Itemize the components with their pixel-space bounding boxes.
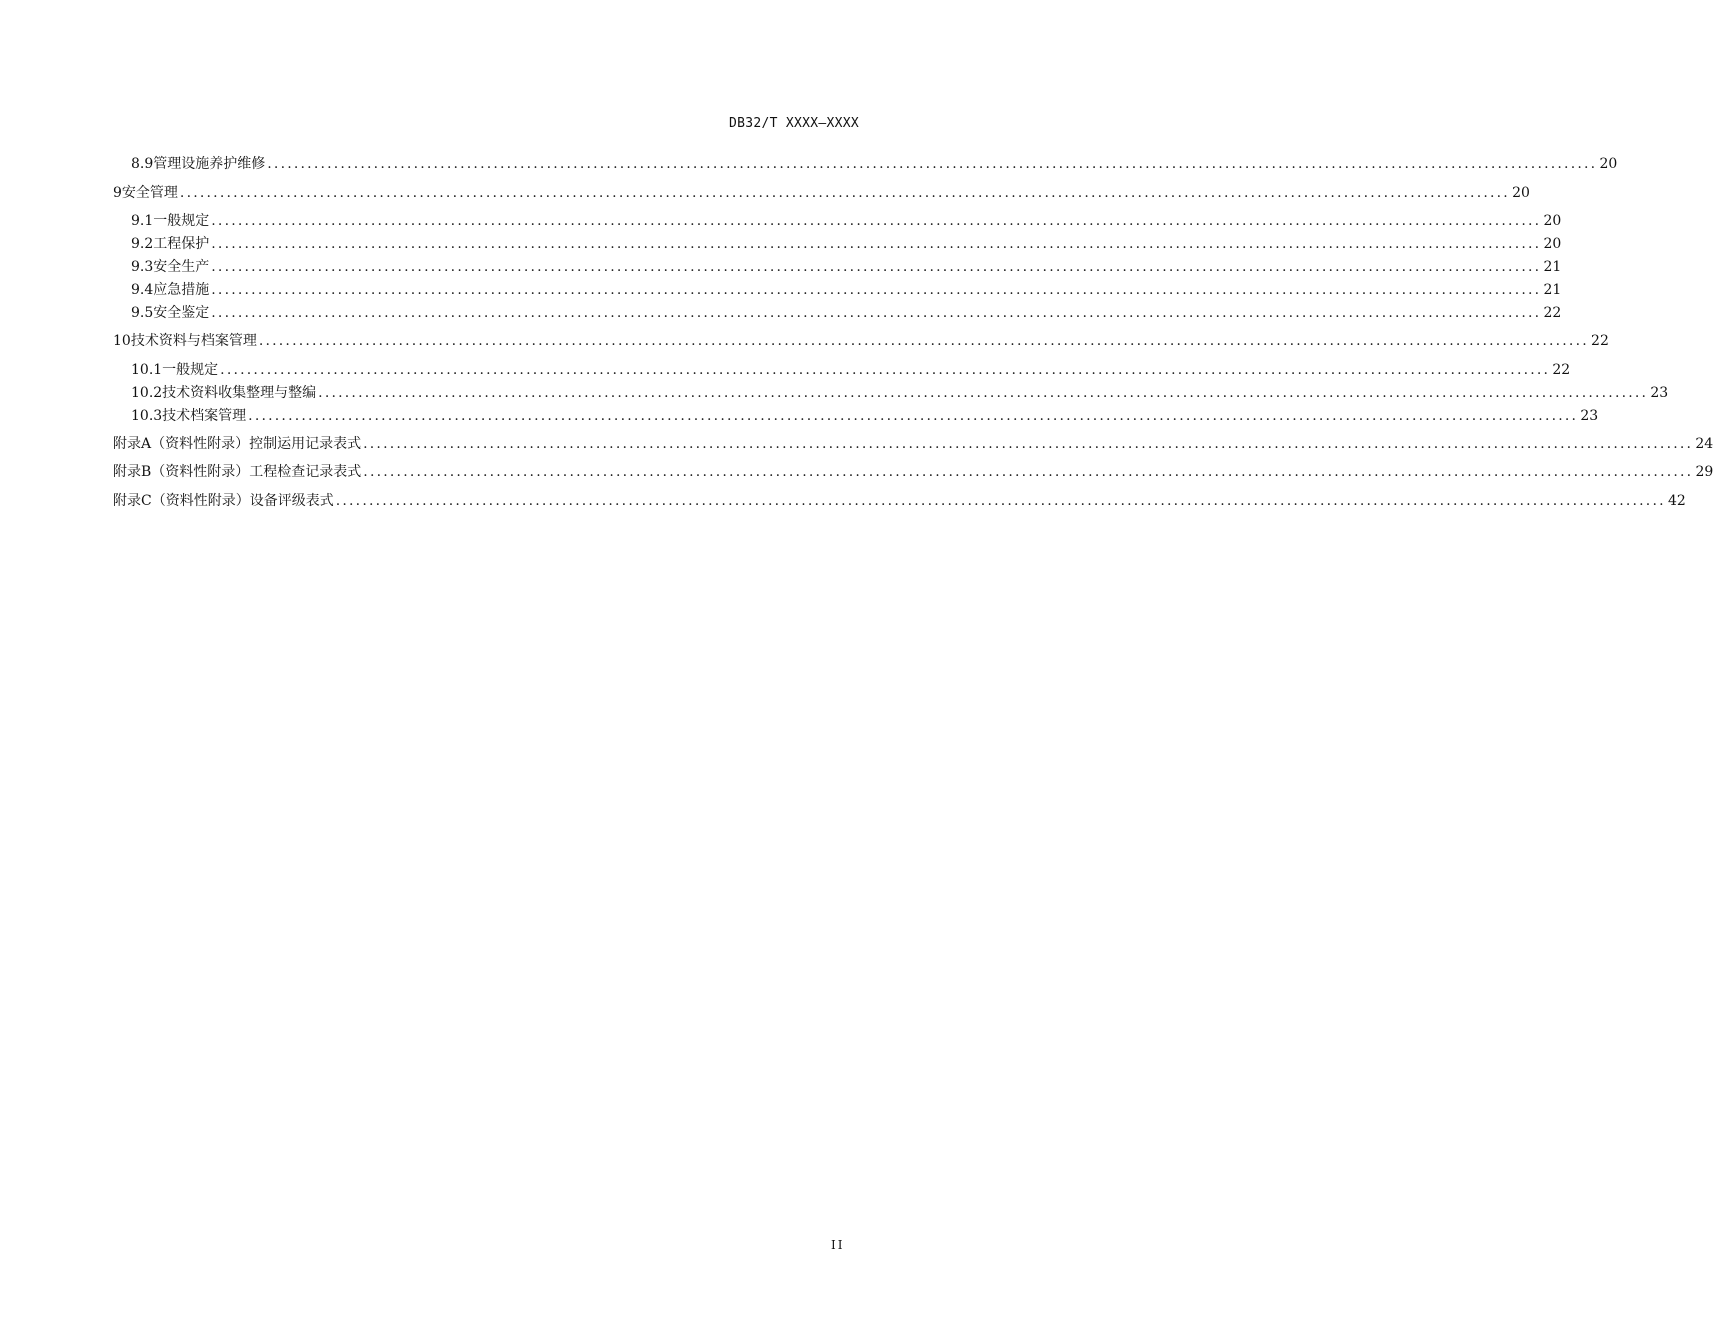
toc-entry[interactable] xyxy=(0,234,1562,254)
toc-leader-dots: ........................................................................................................................................................................................................ xyxy=(179,185,1510,201)
toc-entry-number: 10.3 xyxy=(131,408,163,424)
toc-entry[interactable] xyxy=(0,434,1713,454)
toc-leader-dots: ........................................................................................................................................................................................................ xyxy=(363,436,1694,452)
toc-entry-title: 应急措施 xyxy=(153,282,210,298)
toc-entry-number: 附录B（资料性附录） xyxy=(113,464,250,480)
toc-entry-title: 一般规定 xyxy=(162,362,219,378)
toc-entry-number: 附录A（资料性附录） xyxy=(113,436,250,452)
toc-entry-title: 工程保护 xyxy=(153,236,210,252)
toc-entry-page: 21 xyxy=(1543,282,1562,298)
toc-entry-number: 10 xyxy=(113,333,131,349)
toc-entry-title: 技术资料收集整理与整编 xyxy=(162,385,317,401)
toc-entry-page: 24 xyxy=(1695,436,1713,452)
toc-entry[interactable] xyxy=(0,383,1669,403)
toc-entry-number: 9.1 xyxy=(131,213,154,229)
toc-entry-title: 管理设施养护维修 xyxy=(153,156,266,172)
toc-entry-title: 安全生产 xyxy=(153,259,210,275)
toc-entry-page: 42 xyxy=(1667,493,1686,509)
toc-entry-title: 安全管理 xyxy=(121,185,178,201)
toc-entry-page: 23 xyxy=(1650,385,1669,401)
toc-entry-number: 9.2 xyxy=(131,236,154,252)
toc-entry-title: 设备评级表式 xyxy=(249,493,334,509)
toc-entry-page: 20 xyxy=(1599,156,1618,172)
page-number-footer: II xyxy=(831,1238,845,1252)
toc-entry-page: 29 xyxy=(1695,464,1713,480)
toc-leader-dots: ........................................................................................................................................................................................................ xyxy=(258,333,1589,349)
toc-leader-dots: ........................................................................................................................................................................................................ xyxy=(211,282,1542,298)
toc-entry[interactable] xyxy=(0,257,1562,277)
toc-entry-number: 10.2 xyxy=(131,385,163,401)
toc-entry-title: 技术档案管理 xyxy=(162,408,247,424)
toc-entry-number: 附录C（资料性附录） xyxy=(113,493,250,509)
toc-leader-dots: ........................................................................................................................................................................................................ xyxy=(211,236,1542,252)
toc-entry[interactable] xyxy=(0,406,1599,426)
toc-leader-dots: ........................................................................................................................................................................................................ xyxy=(363,464,1694,480)
toc-entry-title: 控制运用记录表式 xyxy=(249,436,362,452)
toc-entry-title: 技术资料与档案管理 xyxy=(130,333,257,349)
toc-leader-dots: ........................................................................................................................................................................................................ xyxy=(211,259,1542,275)
toc-entry-title: 一般规定 xyxy=(153,213,210,229)
toc-entry[interactable] xyxy=(0,183,1530,203)
toc-entry-page: 20 xyxy=(1512,185,1530,201)
toc-entry-page: 21 xyxy=(1543,259,1562,275)
toc-entry-page: 22 xyxy=(1552,362,1571,378)
toc-leader-dots: ........................................................................................................................................................................................................ xyxy=(211,213,1542,229)
toc-leader-dots: ........................................................................................................................................................................................................ xyxy=(248,408,1579,424)
toc-entry-number: 9 xyxy=(113,185,122,201)
toc-leader-dots: ........................................................................................................................................................................................................ xyxy=(211,305,1542,321)
toc-entry-number: 10.1 xyxy=(131,362,163,378)
toc-leader-dots: ........................................................................................................................................................................................................ xyxy=(335,493,1666,509)
toc-entry-number: 8.9 xyxy=(131,156,154,172)
toc-entry[interactable] xyxy=(0,331,1609,351)
toc-entry[interactable] xyxy=(0,211,1562,231)
toc-entry[interactable] xyxy=(0,280,1562,300)
toc-entry-page: 22 xyxy=(1543,305,1562,321)
toc-entry-number: 9.3 xyxy=(131,259,154,275)
toc-entry-page: 20 xyxy=(1543,236,1562,252)
toc-leader-dots: ........................................................................................................................................................................................................ xyxy=(220,362,1551,378)
toc-entry[interactable] xyxy=(0,303,1562,323)
toc-entry-title: 工程检查记录表式 xyxy=(249,464,362,480)
toc-entry[interactable] xyxy=(0,462,1713,482)
toc-entry-page: 23 xyxy=(1580,408,1599,424)
toc-entry-number: 9.4 xyxy=(131,282,154,298)
toc-entry[interactable] xyxy=(0,154,1618,174)
toc-entry-number: 9.5 xyxy=(131,305,154,321)
toc-entry-page: 20 xyxy=(1543,213,1562,229)
toc-entry[interactable] xyxy=(0,360,1571,380)
document-code-header: DB32/T XXXX—XXXX xyxy=(728,116,859,131)
toc-entry[interactable] xyxy=(0,491,1686,511)
toc-entry-page: 22 xyxy=(1591,333,1609,349)
toc-leader-dots: ........................................................................................................................................................................................................ xyxy=(318,385,1649,401)
toc-entry-title: 安全鉴定 xyxy=(153,305,210,321)
toc-leader-dots: ........................................................................................................................................................................................................ xyxy=(267,156,1598,172)
